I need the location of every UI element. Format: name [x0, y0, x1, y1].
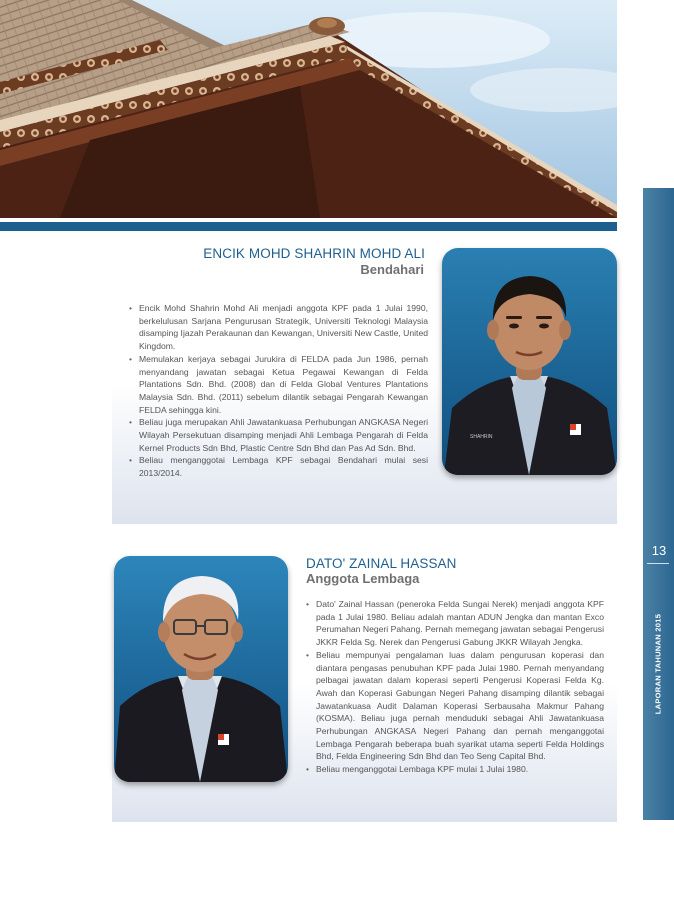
side-label-annual-report: LAPORAN TAHUNAN 2015 [653, 613, 663, 715]
side-divider [647, 563, 669, 564]
profile-bullet: • Beliau juga merupakan Ahli Jawatankuasa Perhubungan ANGKASA Negeri Wilayah Persekutuan disamping menjadi Ahli Lembaga Pengarah di Felda Kernel Products Sdn Bhd, Plastic Centre Sdn Bhd dan Pas Ad Sdn. Bhd. [127, 416, 428, 454]
profile-role: Bendahari [360, 262, 424, 277]
profile-role: Anggota Lembaga [306, 571, 420, 586]
profile-bullet: • Beliau mempunyai pengalaman luas dalam pengurusan koperasi dan diantara pengasas penubuhan KPF pada Julai 1980. Pernah menyandang pelbagai jawatan dalam koperasi seperti Pengerusi Koperasi Felda Kg. Awah dan Koperasi Gabungan Negeri Pahang disamping dilantik sebagai Jawatankuasa Audit Dalaman Koperasi Serbausaha Makmur Pahang (KOSMA). Beliau juga pernah menduduki sebagai Ahli Jawatankuasa Perhubungan ANGKASA Negeri Pahang dan pernah menganggotai Lembaga Pengarah beberapa buah syarikat utama seperti Felda Holdings Bhd, Felda Engineering Sdn Bhd dan Teo Seng Capital Bhd. [304, 649, 604, 763]
profile-bullet: • Beliau menganggotai Lembaga KPF sebagai Bendahari mulai sesi 2013/2014. [127, 454, 428, 479]
profile-bullet: • Memulakan kerjaya sebagai Jurukira di FELDA pada Jun 1986, pernah menyandang jawatan sebagai Ketua Pegawai Kewangan di Felda Plantations Sdn. Bhd. (2008) dan di Felda Global Ventures Plantations Malaysia Sdn. Bhd. (2011) sebelum dilantik sebagai Pengarah Kewangan FELDA sehingga kini. [127, 353, 428, 417]
profile-name: DATO' ZAINAL HASSAN [306, 556, 457, 571]
header-banner-roof-photo [0, 0, 617, 218]
profile-bullet-list [127, 302, 428, 480]
header-rule [0, 222, 617, 231]
portrait-shahrin [442, 248, 617, 475]
roof-illustration [0, 0, 617, 218]
profile-name: ENCIK MOHD SHAHRIN MOHD ALI [203, 246, 425, 261]
profile-bullet: • Beliau menganggotai Lembaga KPF mulai 1 Julai 1980. [304, 763, 604, 776]
profile-bullet: • Dato' Zainal Hassan (peneroka Felda Sungai Nerek) menjadi anggota KPF pada 1 Julai 1980. Beliau adalah mantan ADUN Jengka dan mantan Exco Perumahan Negeri Pahang. Pernah memegang jawatan sebagai Pengerusi JKKR Felda Sg. Nerek dan Pengerusi Gabung JKKR Wilayah Jengka. [304, 598, 604, 649]
profile-bullet: • Encik Mohd Shahrin Mohd Ali menjadi anggota KPF pada 1 Julai 1990, berkelulusan Sarjana Pengurusan Strategik, Universiti Teknologi Malaysia disamping Ijazah Perakaunan dan Kewangan, Universiti New Castle, United Kingdom. [127, 302, 428, 353]
page-number: 13 [651, 543, 667, 558]
jacket-name-tag: SHAHRIN [470, 434, 493, 440]
profile-bullet-list [304, 598, 604, 776]
portrait-zainal [114, 556, 288, 782]
side-tab [643, 188, 674, 820]
